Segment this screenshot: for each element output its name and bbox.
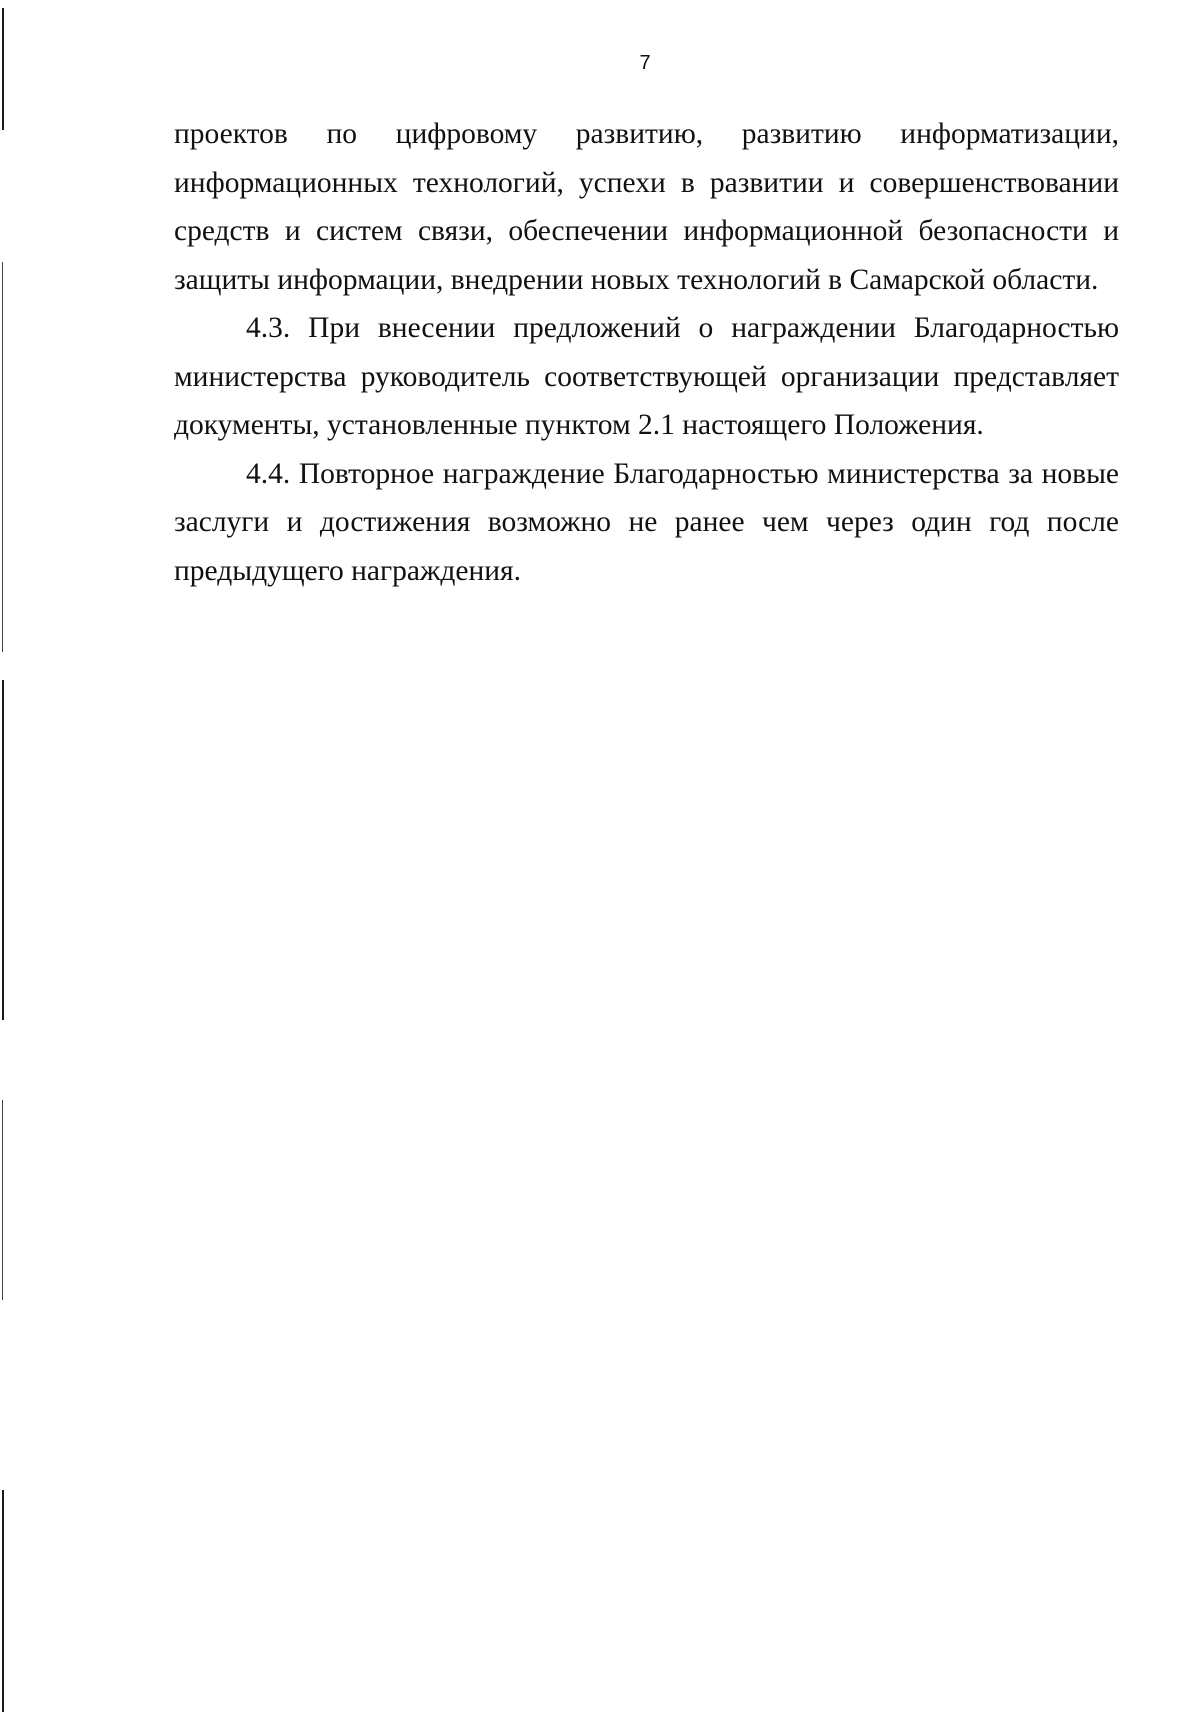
paragraph-4-3: 4.3. При внесении предложений о награждении Благодарностью министерства руководитель соответствующей организации представляет документы, установленные пунктом 2.1 настоящего Положения.: [174, 312, 1119, 441]
scan-edge-line: [2, 680, 4, 1020]
scan-edge-line: [2, 262, 3, 652]
document-body: [174, 110, 1119, 595]
scan-edge-line: [2, 1490, 4, 1712]
scan-edge-line: [2, 1100, 3, 1300]
page-number: 7: [639, 52, 651, 74]
paragraph-continuation: проектов по цифровому развитию, развитию информатизации, информационных технологий, успехи в развитии и совершенствовании средств и систем связи, обеспечении информационной безопасности и защиты информации, внедрении новых технологий в Самарской области.: [174, 118, 1119, 296]
paragraph-4-4: 4.4. Повторное награждение Благодарностью министерства за новые заслуги и достижения возможно не ранее чем через один год после предыдущего награждения.: [174, 457, 1119, 587]
